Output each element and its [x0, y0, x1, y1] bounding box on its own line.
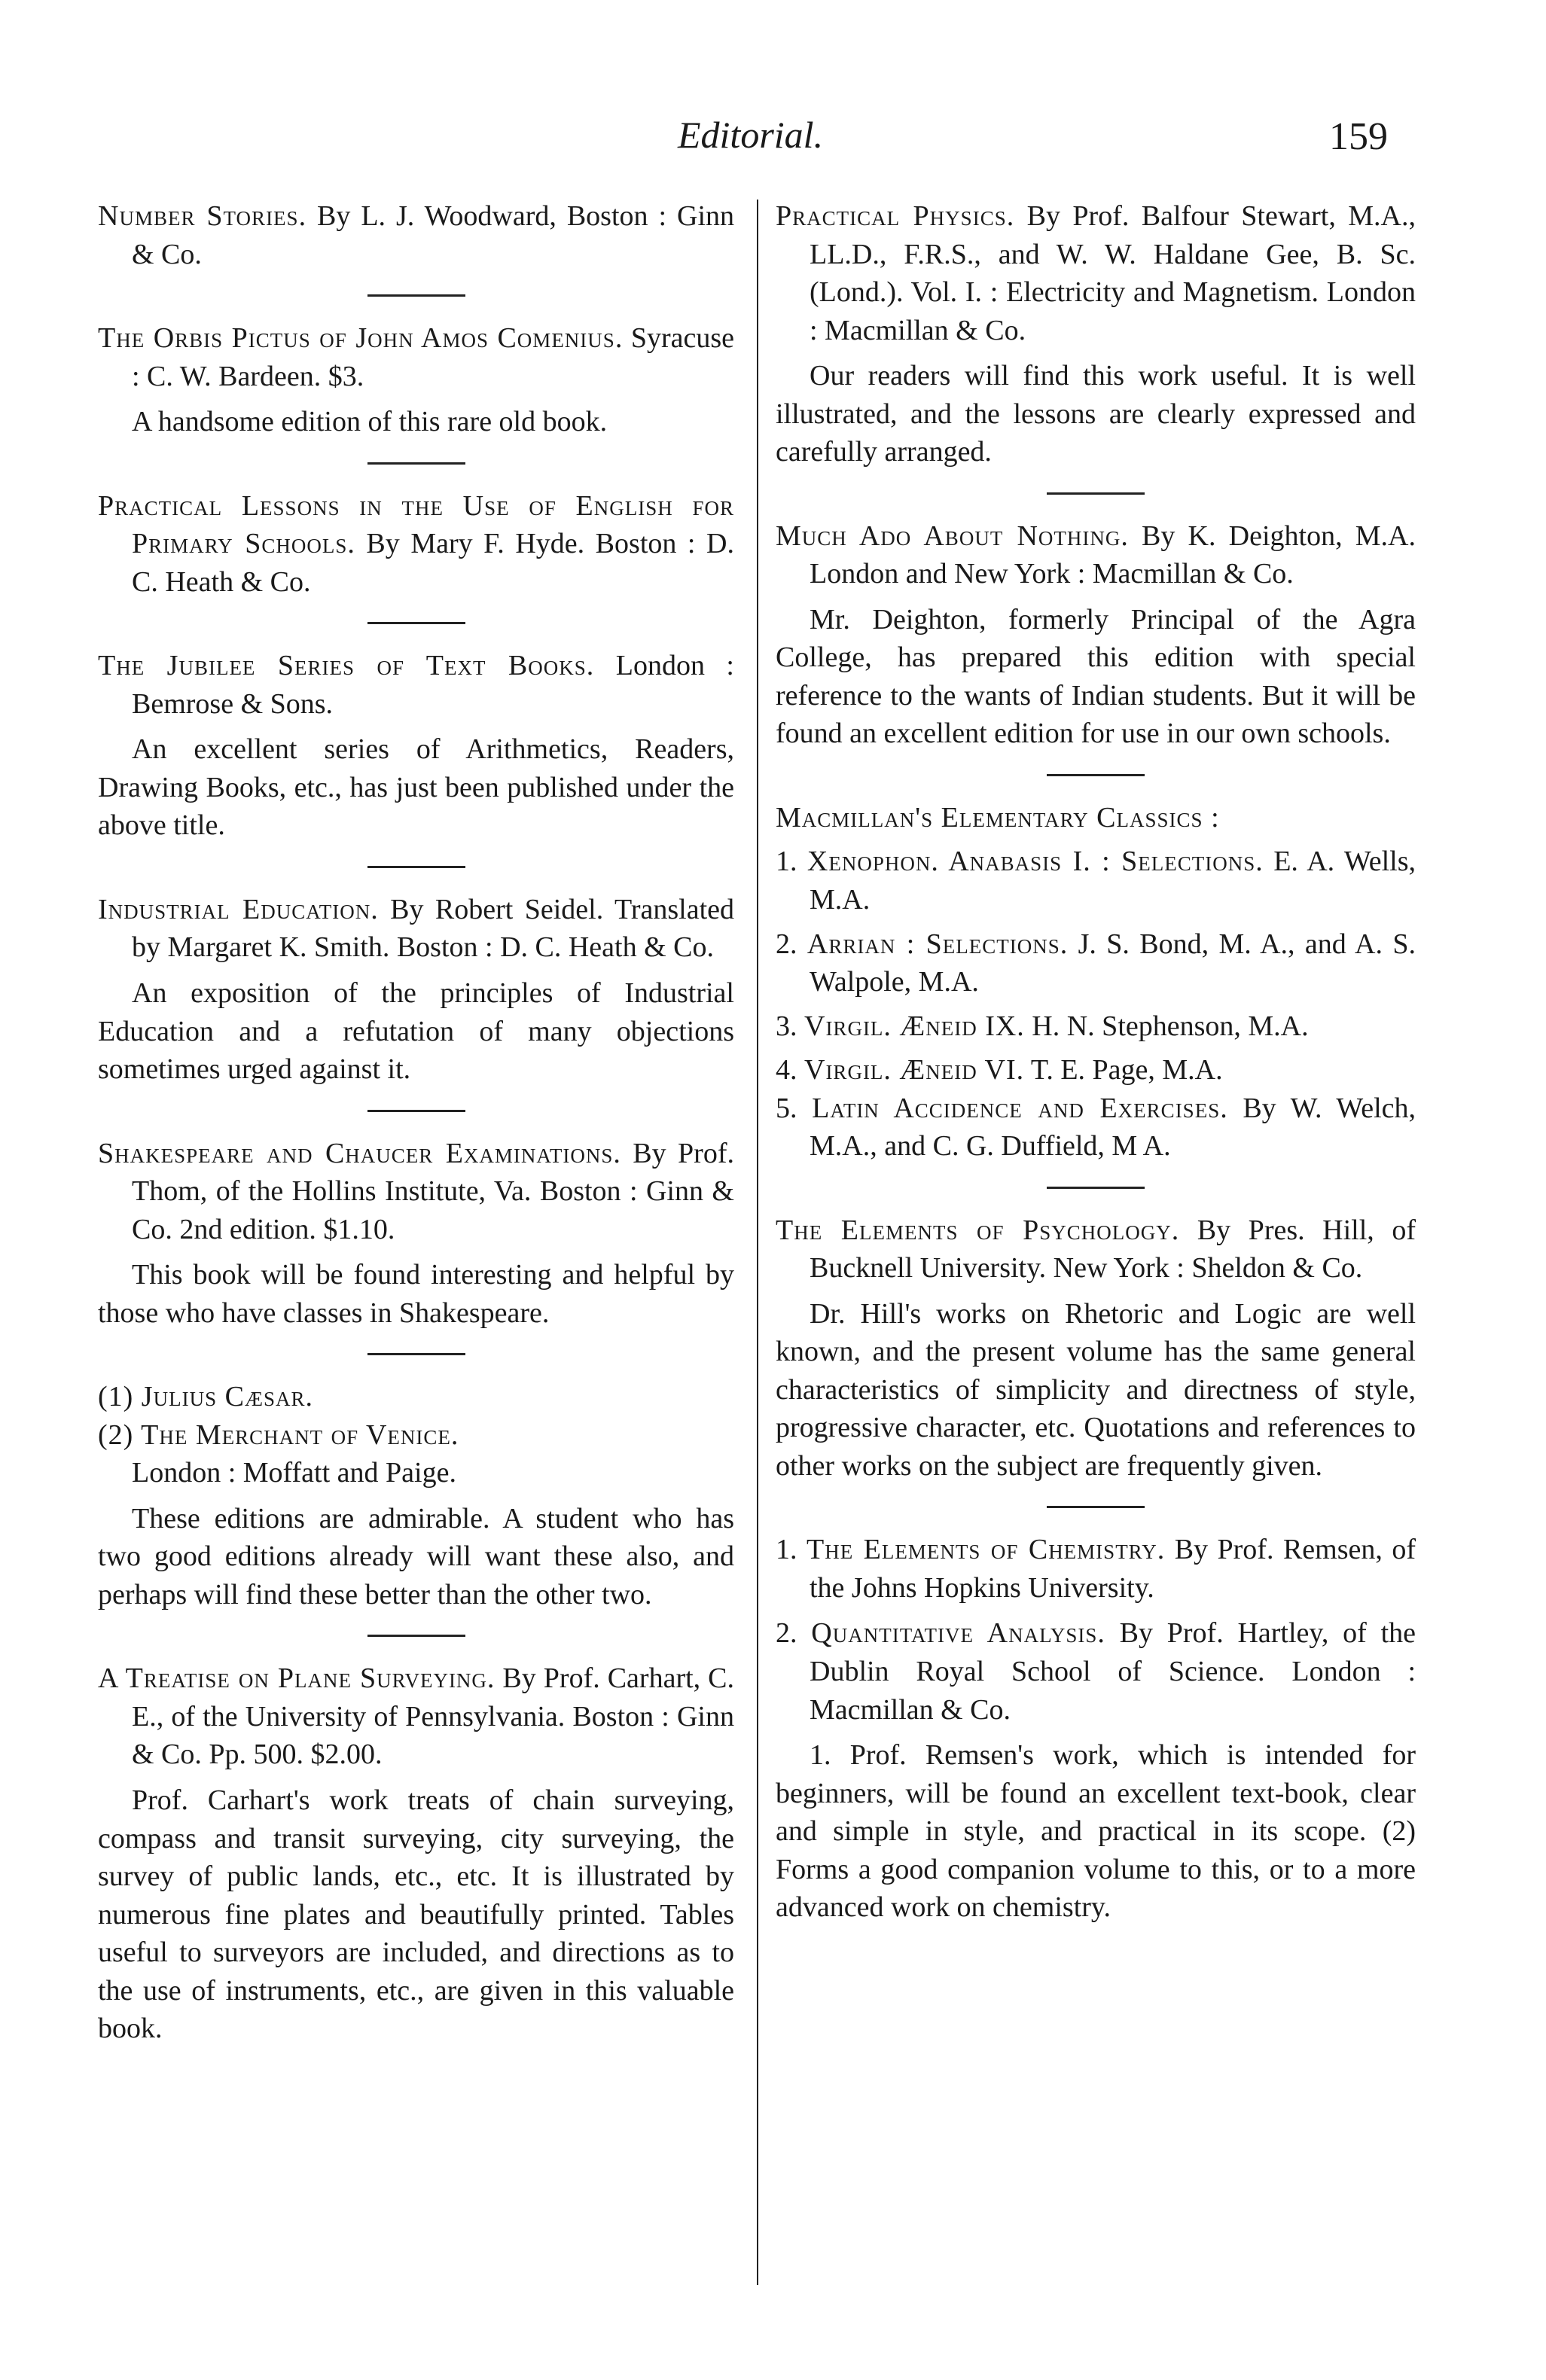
- book-details: By W. Welch, M.A., and C. G. Duffield, M A.: [810, 1092, 1416, 1163]
- separator-rule: [367, 1110, 465, 1112]
- review-note: An excellent series of Arithmetics, Readers, Drawing Books, etc., has just been published under the above title.: [98, 733, 734, 842]
- review-note: This book will be found interesting and helpful by those who have classes in Shakespeare.: [98, 1259, 734, 1329]
- book-title: Industrial Education.: [98, 893, 379, 925]
- entry-heading: [98, 1659, 734, 1774]
- entry-elements-psychology: [776, 1211, 1416, 1486]
- separator-rule: [1047, 1506, 1145, 1508]
- separator-rule: [367, 462, 465, 465]
- book-title: The Jubilee Series of Text Books.: [98, 650, 595, 682]
- entry-heading: [98, 197, 734, 273]
- book-details: By Robert Seidel. Translated by Margaret K. Smith. Boston : D. C. Heath & Co.: [132, 893, 734, 964]
- series-item: [776, 843, 1416, 919]
- separator-rule: [1047, 774, 1145, 776]
- book-details: J. S. Bond, M. A., and A. S. Walpole, M.A.: [810, 928, 1416, 998]
- review-note: These editions are admirable. A student who has two good editions already will want these also, and perhaps will find these better than the other two.: [98, 1502, 734, 1611]
- separator-rule: [367, 866, 465, 868]
- book-title: A Treatise on Plane Surveying.: [98, 1662, 496, 1695]
- item-number: 4.: [776, 1054, 804, 1086]
- right-column: [776, 197, 1416, 1946]
- item-number: 1.: [776, 1534, 807, 1566]
- book-details: By Prof. Balfour Stewart, M.A., LL.D., F.R.S., and W. W. Haldane Gee, B. Sc. (Lond.). Vol. I. : Electricity and Magnetism. London : Macmillan & Co.: [810, 200, 1416, 346]
- book-title: Xenophon. Anabasis I. : Selections.: [807, 846, 1264, 878]
- review-note: An exposition of the principles of Industrial Education and a refutation of many objections sometimes urged against it.: [98, 977, 734, 1086]
- series-item: [776, 1051, 1416, 1089]
- book-title: Practical Lessons in the Use of English for Primary Schools.: [98, 489, 734, 560]
- entry-heading: [98, 487, 734, 602]
- book-details: H. N. Stephenson, M.A.: [1024, 1010, 1309, 1042]
- entry-heading: [98, 1135, 734, 1249]
- book-details: T. E. Page, M.A.: [1024, 1054, 1223, 1086]
- entry-chemistry-analysis: [776, 1531, 1416, 1926]
- item-number: 2.: [776, 1617, 812, 1650]
- book-item: [776, 1531, 1416, 1607]
- separator-rule: [367, 1635, 465, 1637]
- entry-heading: [776, 517, 1416, 593]
- book-title: Much Ado About Nothing.: [776, 520, 1129, 552]
- entry-shakespeare-chaucer: [98, 1135, 734, 1333]
- book-title: Arrian : Selections.: [807, 928, 1069, 960]
- entry-heading: [776, 1211, 1416, 1288]
- book-title: (1) Julius Cæsar.: [98, 1381, 313, 1413]
- book-title: Number Stories.: [98, 200, 307, 232]
- entry-industrial-education: [98, 891, 734, 1089]
- separator-rule: [1047, 492, 1145, 495]
- book-title: Virgil. Æneid VI.: [804, 1054, 1025, 1086]
- entry-much-ado: [776, 517, 1416, 753]
- book-details: By K. Deighton, M.A. London and New York : Macmillan & Co.: [810, 520, 1416, 590]
- book-title: Shakespeare and Chaucer Examinations.: [98, 1137, 621, 1169]
- book-title: The Elements of Psychology.: [776, 1214, 1180, 1246]
- review-note: Our readers will find this work useful. It is well illustrated, and the lessons are clearly expressed and carefully arranged.: [776, 360, 1416, 468]
- book-details: By Pres. Hill, of Bucknell University. New York : Sheldon & Co.: [810, 1214, 1416, 1284]
- book-title: Quantitative Analysis.: [811, 1617, 1105, 1650]
- left-column: [98, 197, 734, 2068]
- separator-rule: [1047, 1187, 1145, 1189]
- separator-rule: [367, 1353, 465, 1355]
- separator-rule: [367, 622, 465, 624]
- entry-heading: [98, 647, 734, 723]
- series-item: [776, 925, 1416, 1001]
- book-title: The Orbis Pictus of John Amos Comenius.: [98, 322, 624, 355]
- review-note: 1. Prof. Remsen's work, which is intended for beginners, will be found an excellent text-book, clear and simple in style, and practical in its scope. (2) Forms a good companion volume to this, or to a more advanced work on chemistry.: [776, 1739, 1416, 1924]
- book-details: By Prof. Carhart, C. E., of the University of Pennsylvania. Boston : Ginn & Co. Pp. 500. $2.00.: [132, 1662, 734, 1771]
- entry-practical-physics: [776, 197, 1416, 471]
- book-details: London : Bemrose & Sons.: [132, 650, 734, 720]
- book-title: Latin Accidence and Exercises.: [812, 1092, 1228, 1124]
- entry-caesar-merchant: [98, 1378, 734, 1614]
- book-details: By Prof. Remsen, of the Johns Hopkins University.: [810, 1534, 1416, 1604]
- entry-macmillan-classics: [776, 799, 1416, 1166]
- item-number: 1.: [776, 846, 807, 878]
- running-title: Editorial.: [678, 114, 824, 156]
- entry-heading: [98, 891, 734, 967]
- item-number: 2.: [776, 928, 807, 960]
- review-note: A handsome edition of this rare old book.: [132, 406, 608, 438]
- entry-jubilee-series: [98, 647, 734, 845]
- book-details: By Prof. Hartley, of the Dublin Royal School of Science. London : Macmillan & Co.: [810, 1617, 1416, 1726]
- book-details: E. A. Wells, M.A.: [810, 846, 1416, 916]
- book-details: London : Moffatt and Paige.: [132, 1457, 456, 1489]
- series-item: [776, 1007, 1416, 1046]
- entry-heading: [98, 319, 734, 395]
- entry-heading: [776, 197, 1416, 349]
- book-details: By Prof. Thom, of the Hollins Institute, Va. Boston : Ginn & Co. 2nd edition. $1.10.: [132, 1137, 734, 1245]
- series-item: [776, 1089, 1416, 1166]
- review-note: Dr. Hill's works on Rhetoric and Logic are well known, and the present volume has the same general characteristics of simplicity and directness of style, progressive character, etc. Quotations and references to other works on the subject are frequently given.: [776, 1297, 1416, 1482]
- page-number: 159: [1329, 115, 1388, 158]
- item-number: 3.: [776, 1010, 804, 1042]
- book-title: The Elements of Chemistry.: [806, 1534, 1166, 1566]
- book-title: Practical Physics.: [776, 200, 1015, 232]
- book-item: [776, 1614, 1416, 1729]
- entry-plane-surveying: [98, 1659, 734, 2047]
- book-details: By Mary F. Hyde. Boston : D. C. Heath & Co.: [132, 528, 734, 598]
- column-divider: [757, 200, 758, 2285]
- entry-practical-lessons: [98, 487, 734, 602]
- series-title: Macmillan's Elementary Classics :: [776, 801, 1220, 833]
- book-title: Virgil. Æneid IX.: [804, 1010, 1025, 1042]
- running-head: [0, 113, 1546, 173]
- entry-number-stories: [98, 197, 734, 273]
- review-note: Prof. Carhart's work treats of chain surveying, compass and transit surveying, city surveying, the survey of public lands, etc., etc. It is illustrated by numerous fine plates and beautifully printed. Tables useful to surveyors are included, and directions as to the use of instruments, etc., are given in this valuable book.: [98, 1784, 734, 2045]
- entry-orbis-pictus: [98, 319, 734, 441]
- item-number: 5.: [776, 1092, 813, 1124]
- separator-rule: [367, 294, 465, 297]
- book-details: Syracuse : C. W. Bardeen. $3.: [132, 322, 735, 392]
- book-title: (2) The Merchant of Venice.: [98, 1419, 459, 1451]
- book-details: By L. J. Woodward, Boston : Ginn & Co.: [132, 200, 734, 270]
- review-note: Mr. Deighton, formerly Principal of the Agra College, has prepared this edition with special reference to the wants of Indian students. But it will be found an excellent edition for use in our own schools.: [776, 603, 1416, 750]
